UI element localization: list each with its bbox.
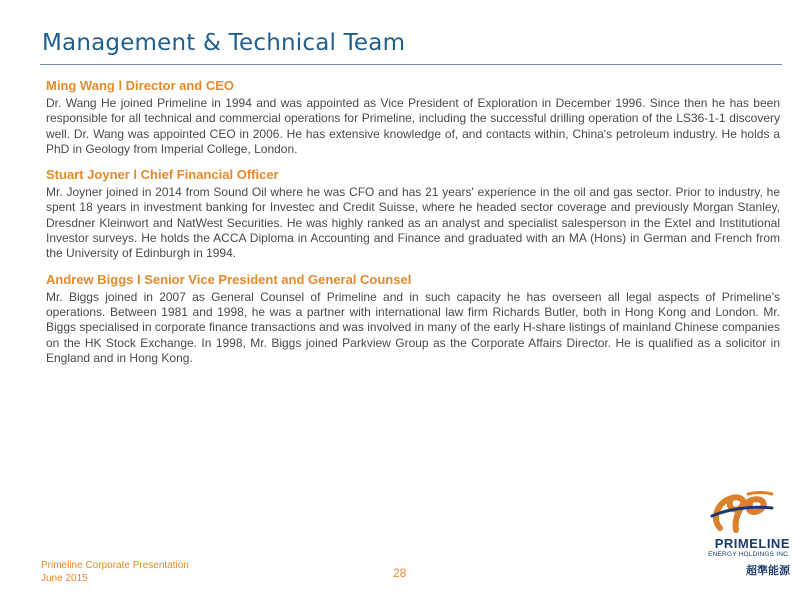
title-divider [40, 64, 782, 65]
member-bio: Dr. Wang He joined Primeline in 1994 and was appointed as Vice President of Exploration in December 1996. Since then he has been responsible for all technical and commercial operations for Primeline, including the successful drilling operation of the LS36-1-1 discovery well. Dr. Wang was appointed CEO in 2006. He has extensive knowledge of, and contacts within, China's petroleum industry. He holds a PhD in Geology from Imperial College, London. [46, 96, 780, 156]
logo-subtitle: ENERGY HOLDINGS INC. [708, 551, 790, 558]
logo-emblem-icon [690, 490, 790, 538]
member-bio: Mr. Joyner joined in 2014 from Sound Oil where he was CFO and has 21 years' experience in the oil and gas sector. Prior to industry, he spent 18 years in investment banking for Investec and Credit Suisse, where he headed sector coverage and previously Morgan Stanley, Dresdner Kleinwort and NatWest Securities. He was highly ranked as an analyst and specialist salesperson in the Extel and Institutional Investor surveys. He holds the ACCA Diploma in Accounting and Finance and graduated with an MA (Hons) in German and French from the University of Edinburgh in 1994. [46, 185, 780, 261]
logo-name: PRIMELINE [714, 536, 790, 551]
team-member-general-counsel [46, 272, 780, 366]
team-member-ceo [46, 78, 780, 157]
team-list [46, 78, 780, 376]
member-bio: Mr. Biggs joined in 2007 as General Counsel of Primeline and in such capacity he has overseen all legal aspects of Primeline's operations. Between 1981 and 1998, he was a partner with international law firm Richards Butler, both in Hong Kong and London. Mr. Biggs specialised in corporate finance transactions and was involved in many of the early H-share listings of mainland Chinese companies on the HK Stock Exchange. In 1998, Mr. Biggs joined Parkview Group as the Corporate Affairs Director. He is qualified as a solicitor in England and in Hong Kong. [46, 289, 780, 365]
logo-chinese-name: 超準能源 [746, 565, 790, 577]
page-number: 28 [393, 566, 407, 580]
slide-title: Management & Technical Team [42, 30, 406, 56]
member-name: Andrew Biggs l Senior Vice President and General Counsel [46, 271, 412, 287]
member-name: Stuart Joyner l Chief Financial Officer [46, 167, 279, 183]
member-name: Ming Wang l Director and CEO [46, 78, 235, 93]
company-logo [690, 490, 790, 586]
footer-company: Primeline Corporate Presentation [41, 560, 189, 571]
footer-date: June 2015 [41, 573, 88, 584]
team-member-cfo [46, 167, 780, 261]
